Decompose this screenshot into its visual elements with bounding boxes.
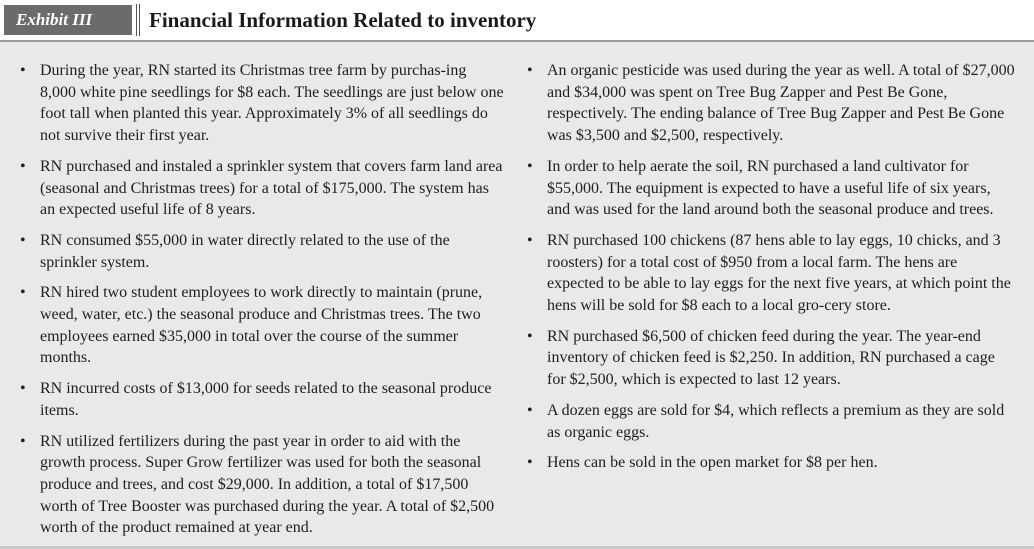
- bullet-dot: •: [20, 157, 26, 175]
- bullet-text: An organic pesticide was used during the year as well. A total of $27,000 and $34,000 was spent on Tree Bug Zapper and Pest Be Gone, respectively. The ending balance of Tree Bug Zapper and Pest Be Gone was $3,500 and $2,500, respectively.: [547, 62, 1015, 145]
- bullet-text: RN incurred costs of $13,000 for seeds related to the seasonal produce items.: [40, 380, 492, 419]
- bullet-item: [20, 156, 506, 221]
- bullet-text: RN consumed $55,000 in water directly related to the use of the sprinkler system.: [40, 231, 450, 271]
- bullet-text: RN purchased and instaled a sprinkler system that covers farm land area (seasonal and Christmas trees) for a total of $175,000. The system has an expected useful life of 8 years.: [40, 157, 503, 219]
- bullet-dot: •: [527, 62, 533, 79]
- bullet-item: [527, 400, 1017, 443]
- bullet-text: RN purchased $6,500 of chicken feed during the year. The year-end inventory of chicken feed is $2,250. In addition, RN purchased a cage for $2,500, which is expected to last 12 years.: [547, 327, 995, 389]
- bullet-item: [20, 60, 506, 147]
- bullet-dot: •: [20, 284, 26, 302]
- bullet-dot: •: [527, 157, 533, 175]
- right-bullet-list: [527, 60, 1017, 483]
- exhibit-header: [0, 0, 1034, 42]
- bullet-item: [527, 452, 1017, 474]
- bullet-dot: •: [527, 231, 533, 249]
- bullet-item: [527, 156, 1017, 221]
- bullet-dot: •: [527, 401, 533, 419]
- bullet-dot: •: [527, 327, 533, 345]
- bullet-text: RN purchased 100 chickens (87 hens able to lay eggs, 10 chicks, and 3 roosters) for a total cost of $950 from a local farm. The hens are expected to be able to lay eggs for the next five years, at which point the hens will be sold for $8 each to a local gro-cery store.: [547, 231, 1011, 315]
- header-divider: [136, 4, 140, 36]
- bullet-text: RN utilized fertilizers during the past year in order to aid with the growth process. Super Grow fertilizer was used for both the seasonal produce and trees, and cost $29,000. In addition, a total of $17,500 worth of Tree Booster was purchased during the year. A total of $2,500 worth of the product remained at year end.: [40, 432, 495, 537]
- bullet-text: In order to help aerate the soil, RN purchased a land cultivator for $55,000. The equipment is expected to have a useful life of six years, and was used for the land around both the seasonal produce and trees.: [547, 157, 994, 219]
- exhibit-label: Exhibit III: [4, 5, 132, 35]
- bullet-dot: •: [527, 454, 533, 472]
- bullet-item: [527, 60, 1017, 147]
- bullet-text: A dozen eggs are sold for $4, which reflects a premium as they are sold as organic eggs.: [547, 401, 1005, 441]
- bullet-item: [20, 230, 506, 273]
- bullet-text: RN hired two student employees to work directly to maintain (prune, weed, water, etc.) the seasonal produce and Christmas trees. The two employees earned $35,000 in total over the course of the summer months.: [40, 284, 483, 367]
- bullet-dot: •: [20, 62, 26, 79]
- bullet-item: [527, 230, 1017, 317]
- bullet-item: [527, 326, 1017, 391]
- bullet-text: During the year, RN started its Christmas tree farm by purchas-ing 8,000 white pine seedlings for $8 each. The seedlings are just below one foot tall when planted this year. Approximately 3% of all seedlings do not survive their first year.: [40, 62, 504, 145]
- bullet-item: [20, 431, 506, 540]
- bullet-item: [20, 282, 506, 369]
- bullet-dot: •: [20, 380, 26, 398]
- exhibit-body: [0, 42, 1034, 549]
- bullet-dot: •: [20, 231, 26, 249]
- bullet-item: [20, 378, 506, 421]
- left-bullet-list: [20, 60, 506, 548]
- bullet-text: Hens can be sold in the open market for $8 per hen.: [547, 454, 878, 472]
- bullet-dot: •: [20, 432, 26, 450]
- exhibit-title: Financial Information Related to inventory: [149, 8, 537, 32]
